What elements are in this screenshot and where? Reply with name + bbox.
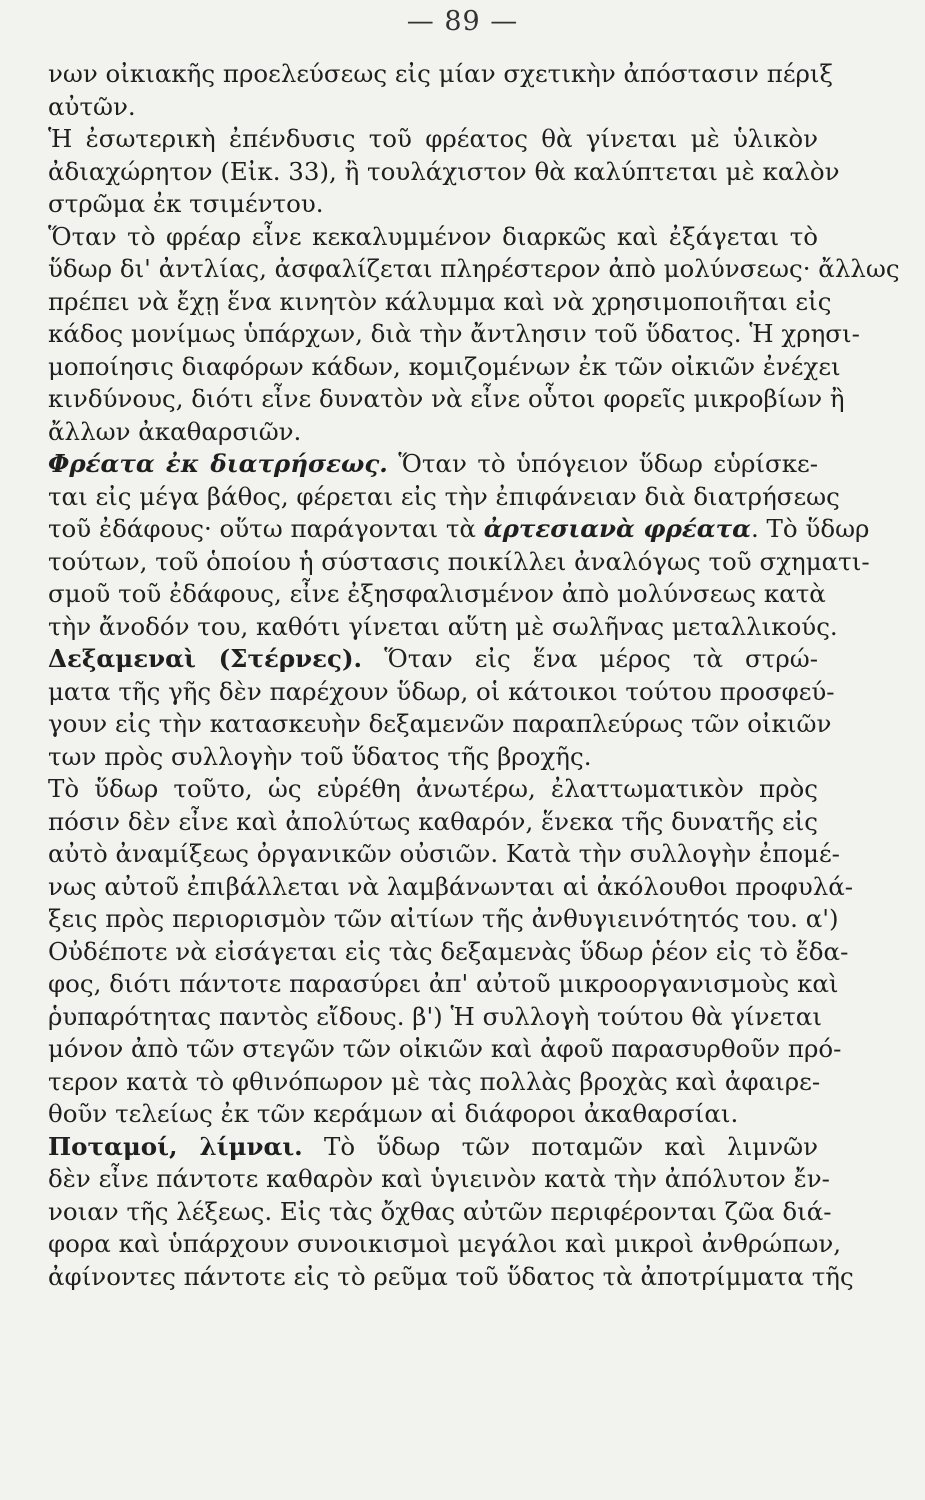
text-run: Ἡ ἐσωτερικὴ ἐπένδυσις τοῦ φρέατος θὰ γίνεται μὲ ὑλικὸν <box>48 124 818 153</box>
text-line <box>48 448 818 481</box>
text-line <box>48 903 839 936</box>
text-line <box>48 741 818 774</box>
text-line <box>48 383 845 416</box>
text-run: μόνον ἀπὸ τῶν στεγῶν τῶν οἰκιῶν καὶ ἀφοῦ παρασυρθοῦν πρό- <box>48 1034 842 1063</box>
section-heading: Φρέατα ἐκ διατρήσεως. <box>48 449 388 478</box>
text-run: ἀδιαχώρητον (Εἰκ. 33), ἢ τουλάχιστον θὰ καλύπτεται μὲ καλὸν <box>48 156 840 186</box>
text-line <box>48 773 818 806</box>
text-line <box>48 643 818 676</box>
text-run: ἄλλων ἀκαθαρσιῶν. <box>48 416 302 446</box>
text-run: ὕδωρ δι' ἀντλίας, ἀσφαλίζεται πληρέστερον ἀπὸ μολύνσεως· ἄλλως <box>48 254 900 283</box>
text-line <box>48 123 818 156</box>
text-run: ξεις πρὸς περιορισμὸν τῶν αἰτίων τῆς ἀνθυγιεινότητός του. α') <box>48 904 839 933</box>
text-run: τερον κατὰ τὸ φθινόπωρον μὲ τὰς πολλὰς βροχὰς καὶ ἀφαιρε- <box>48 1066 821 1096</box>
text-run: νων οἰκιακῆς προελεύσεως εἰς μίαν σχετικὴν ἀπόστασιν πέριξ <box>48 59 834 88</box>
emphasized-term: ἀρτεσιανὰ φρέατα <box>483 514 751 543</box>
section-heading: Ποταμοί, λίμναι. <box>48 1131 303 1161</box>
text-run: Τὸ ὕδωρ τοῦτο, ὡς εὑρέθη ἀνωτέρω, ἐλαττωματικὸν πρὸς <box>48 774 818 803</box>
text-run: αὐτὸ ἀναμίξεως ὀργανικῶν οὐσιῶν. Κατὰ τὴν συλλογὴν ἐπομέ- <box>48 839 840 868</box>
text-run: Ὅταν τὸ φρέαρ εἶνε κεκαλυμμένον διαρκῶς καὶ ἐξάγεται τὸ <box>48 221 818 251</box>
text-run: τοῦ ἐδάφους· οὕτω παράγονται τὰ <box>48 514 484 543</box>
text-line <box>48 871 854 904</box>
body-text <box>48 58 900 1293</box>
text-run: τὴν ἄνοδόν του, καθότι γίνεται αὕτη μὲ σωλῆνας μεταλλικούς. <box>48 611 838 641</box>
text-line <box>48 156 840 189</box>
text-line <box>48 91 818 124</box>
text-run: νως αὐτοῦ ἐπιβάλλεται νὰ λαμβάνωνται αἱ ἀκόλουθοι προφυλά- <box>48 871 854 901</box>
text-line <box>48 351 841 384</box>
text-line <box>48 578 826 611</box>
text-run: πρέπει νὰ ἔχῃ ἕνα κινητὸν κάλυμμα καὶ νὰ χρησιμοποιῆται εἰς <box>48 286 832 316</box>
text-line <box>48 1098 818 1131</box>
text-line <box>48 968 839 1001</box>
text-line <box>48 513 870 546</box>
text-run: Τὸ ὕδωρ τῶν ποταμῶν καὶ λιμνῶν <box>302 1131 818 1161</box>
text-line <box>48 58 834 91</box>
page-number: — 89 — <box>406 6 519 37</box>
text-line <box>48 253 900 286</box>
text-line <box>48 838 840 871</box>
text-run: δὲν εἶνε πάντοτε καθαρὸν καὶ ὑγιεινὸν κατὰ τὴν ἀπόλυτον ἔν- <box>48 1164 830 1193</box>
text-line <box>48 481 840 514</box>
text-line <box>48 1228 842 1261</box>
text-line <box>48 676 835 709</box>
text-run: των πρὸς συλλογὴν τοῦ ὕδατος τῆς βροχῆς. <box>48 741 592 771</box>
text-run: γουν εἰς τὴν κατασκευὴν δεξαμενῶν παραπλεύρως τῶν οἰκιῶν <box>48 709 832 738</box>
text-line <box>48 936 849 969</box>
text-line <box>48 286 832 319</box>
text-run: τούτων, τοῦ ὁποίου ἡ σύστασις ποικίλλει ἀναλόγως τοῦ σχηματι- <box>48 546 870 576</box>
section-heading: Δεξαμεναὶ (Στέρνες). <box>48 644 363 673</box>
text-line <box>48 1066 821 1099</box>
text-run: . Τὸ ὕδωρ <box>750 514 870 543</box>
text-run: μοποίησις διαφόρων κάδων, κομιζομένων ἐκ τῶν οἰκιῶν ἐνέχει <box>48 351 841 381</box>
text-run: Ὅταν εἰς ἕνα μέρος τὰ στρώ- <box>362 644 818 673</box>
text-run: σμοῦ τοῦ ἐδάφους, εἶνε ἐξησφαλισμένον ἀπὸ μολύνσεως κατὰ <box>48 579 826 608</box>
text-run: θοῦν τελείως ἐκ τῶν κεράμων αἱ διάφοροι ἀκαθαρσίαι. <box>48 1099 739 1128</box>
text-line <box>48 188 818 221</box>
text-run: κάδος μονίμως ὑπάρχων, διὰ τὴν ἄντλησιν τοῦ ὕδατος. Ἡ χρησι- <box>48 319 860 348</box>
text-run: φος, διότι πάντοτε παρασύρει ἀπ' αὐτοῦ μικροοργανισμοὺς καὶ <box>48 969 839 998</box>
text-run: ται εἰς μέγα βάθος, φέρεται εἰς τὴν ἐπιφάνειαν διὰ διατρήσεως <box>48 481 840 511</box>
text-run: ματα τῆς γῆς δὲν παρέχουν ὕδωρ, οἱ κάτοικοι τούτου προσφεύ- <box>48 676 835 706</box>
text-line <box>48 416 818 449</box>
text-line <box>48 221 818 254</box>
text-line <box>48 1001 822 1034</box>
text-line <box>48 1163 830 1196</box>
text-line <box>48 318 860 351</box>
text-run: πόσιν δὲν εἶνε καὶ ἀπολύτως καθαρόν, ἕνεκα τῆς δυνατῆς εἰς <box>48 806 818 836</box>
text-run: νοιαν τῆς λέξεως. Εἰς τὰς ὄχθας αὐτῶν περιφέρονται ζῶα διά- <box>48 1196 832 1226</box>
text-line <box>48 1131 818 1164</box>
text-line <box>48 611 838 644</box>
text-line <box>48 1261 854 1294</box>
text-line <box>48 546 870 579</box>
text-line <box>48 1196 832 1229</box>
text-line <box>48 806 818 839</box>
text-run: Ὅταν τὸ ὑπόγειον ὕδωρ εὑρίσκε- <box>387 449 818 478</box>
text-run: φορα καὶ ὑπάρχουν συνοικισμοὶ μεγάλοι καὶ μικροὶ ἀνθρώπων, <box>48 1229 842 1258</box>
text-run: ῥυπαρότητας παντὸς εἴδους. β') Ἡ συλλογὴ τούτου θὰ γίνεται <box>48 1001 822 1031</box>
text-line <box>48 708 832 741</box>
text-run: κινδύνους, διότι εἶνε δυνατὸν νὰ εἶνε οὗτοι φορεῖς μικροβίων ἢ <box>48 384 845 413</box>
text-line <box>48 1033 842 1066</box>
text-run: στρῶμα ἐκ τσιμέντου. <box>48 189 324 218</box>
text-run: αὐτῶν. <box>48 91 136 121</box>
text-run: ἀφίνοντες πάντοτε εἰς τὸ ρεῦμα τοῦ ὕδατος τὰ ἀποτρίμματα τῆς <box>48 1261 854 1291</box>
text-run: Οὐδέποτε νὰ εἰσάγεται εἰς τὰς δεξαμενὰς ὕδωρ ῥέον εἰς τὸ ἔδα- <box>48 936 849 966</box>
